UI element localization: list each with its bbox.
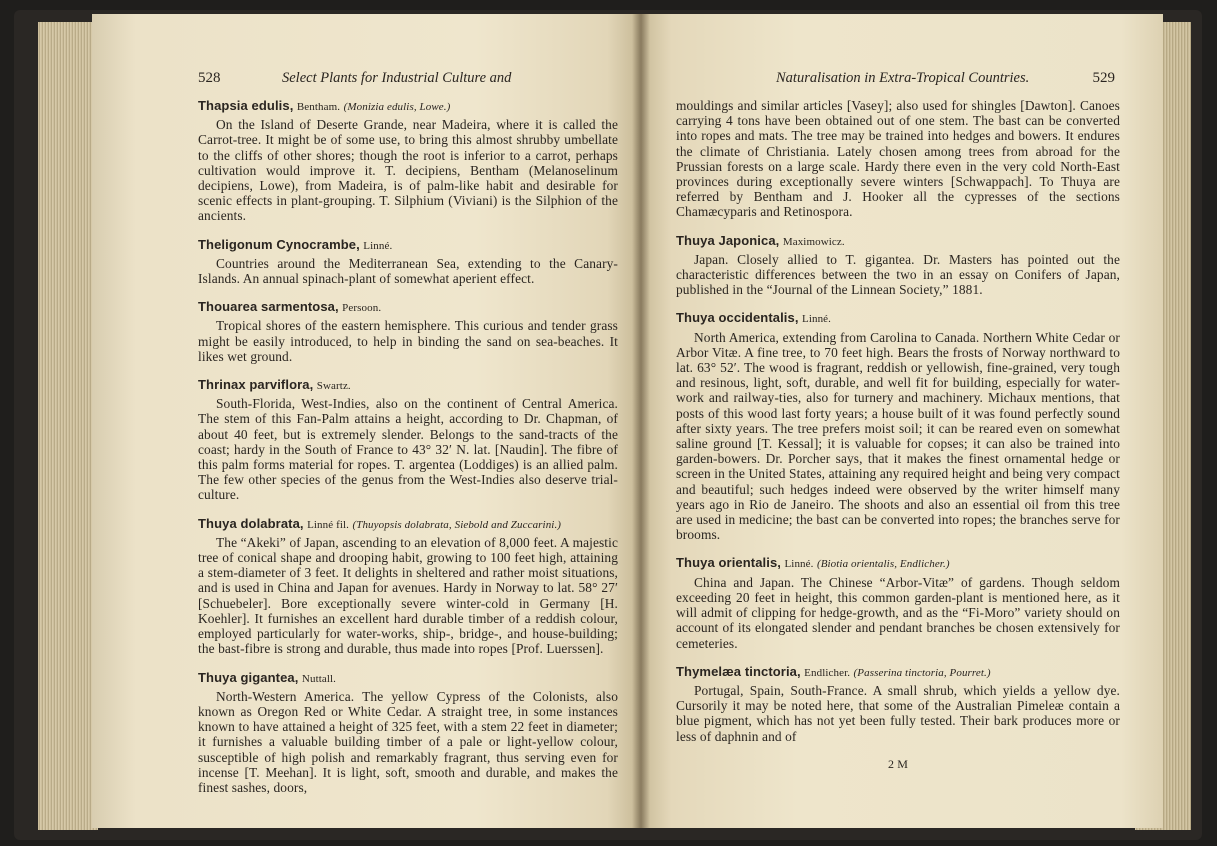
page-number: 529 [1092, 70, 1115, 86]
plant-entry [198, 670, 618, 796]
plant-authority: Maximowicz. [782, 235, 845, 248]
plant-name: Thuya occidentalis, [676, 310, 799, 326]
plant-description: North America, extending from Carolina to Canada. Northern White Cedar or Arbor Vitæ. A fine tree, to 70 feet high. Bears the frosts of Norway northward to lat. 63° 52′. The wood is fragrant, reddish or yellowish, fine-grained, very tough and resinous, light, soft, durable, and well fit for building, especially for water-work and railway-ties, also for turnery and machinery. Michaux mentions, that posts of this wood last forty years; a house built of it was found perfectly sound after sixty years. The tree prefers moist soil; it can be reared even on somewhat saline ground [T. Kessal]; it is valuable for copses; it can also be trained into garden-bowers. Dr. Porcher says, that it makes the finest ornamental hedge or screen in the United States, attaining any required height and being very compact and beautiful; such hedges indeed were observed by the writer himself many years ago in Rio de Janeiro. The shoots and also an essential oil from this tree are used in medicine; the bast can be converted into ropes; the branches serve for brooms. [676, 329, 1120, 543]
right-page-header [640, 70, 1163, 92]
plant-name: Theligonum Cynocrambe, [198, 236, 360, 252]
left-page [92, 14, 640, 828]
plant-description: North-Western America. The yellow Cypress of the Colonists, also known as Oregon Red or White Cedar. A straight tree, in some instances known to have attained a height of 325 feet, with a stem 22 feet in diameter; it furnishes a valuable building timber of a pale or light-yellow colour, susceptible of high polish and remarkably fragrant, thus serving even for incense [T. Meehan]. It is light, soft, smooth and durable, and makes the finest sashes, doors, [198, 688, 618, 795]
plant-entry [198, 98, 618, 224]
plant-description: The “Akeki” of Japan, ascending to an elevation of 8,000 feet. A majestic tree of conical shape and drooping habit, growing to 100 feet high, attaining a stem-diameter of 3 feet. It delights in sheltered and rather moist situations, and is used in China and Japan for avenues. Hardy in Norway to lat. 58° 27′ [Schuebeler]. Bore exceptionally severe winter-cold in Germany [H. Koehler]. It furnishes an excellent hard durable timber of a reddish colour, employed particularly for water-works, ship-, bridge-, and house-building; the bast-fibre is strong and durable, thus made into ropes [Prof. Luerssen]. [198, 534, 618, 657]
left-page-edges [38, 22, 98, 830]
plant-authority: Linné. [802, 313, 832, 326]
plant-name: Thrinax parviflora, [198, 377, 314, 393]
plant-entry [676, 555, 1120, 650]
plant-name: Thuya orientalis, [676, 555, 782, 571]
plant-description: China and Japan. The Chinese “Arbor-Vitæ” of gardens. Though seldom exceeding 20 feet in height, this common garden-plant is mentioned here, as it will admit of clipping for hedge-growth, and as the “Fi-Moro” variety should on account of its elongated slender and pendant branches be chosen extensively for cemeteries. [676, 574, 1120, 651]
plant-name: Thapsia edulis, [198, 98, 294, 113]
plant-authority: Endlicher. [804, 666, 851, 679]
plant-authority: Linné. [363, 239, 393, 252]
page-number: 528 [198, 70, 221, 86]
running-title: Naturalisation in Extra-Tropical Countries. [776, 70, 1030, 86]
plant-authority: Swartz. [316, 380, 351, 393]
left-page-content [198, 98, 618, 808]
plant-synonym: (Monizia edulis, Lowe.) [343, 101, 451, 113]
plant-entry [676, 233, 1120, 298]
plant-description: Tropical shores of the eastern hemisphere. This curious and tender grass might be easily introduced, to help in binding the sand on sea-beaches. It likes wet ground. [198, 318, 618, 364]
plant-synonym: (Passerina tinctoria, Pourret.) [853, 666, 991, 679]
running-title: Select Plants for Industrial Culture and [282, 70, 512, 86]
plant-authority: Linné fil. [307, 518, 350, 531]
plant-entry [198, 516, 618, 657]
plant-name: Thuya dolabrata, [198, 515, 304, 531]
plant-synonym: (Thuyopsis dolabrata, Siebold and Zuccarini.) [352, 518, 562, 531]
plant-name: Thouarea sarmentosa, [198, 299, 339, 315]
plant-authority: Bentham. [296, 101, 341, 113]
right-page [640, 14, 1163, 828]
plant-description: Portugal, Spain, South-France. A small shrub, which yields a yellow dye. Cursorily it may be noted here, that some of the Australian Pimeleæ contain a blue pigment, which has not yet been fully tested. Their bark produces more or less of daphnin and of [676, 682, 1120, 744]
book-gutter [632, 14, 650, 828]
plant-authority: Linné. [784, 558, 814, 571]
plant-entry [198, 299, 618, 364]
continued-entry [676, 98, 1120, 220]
plant-description: Japan. Closely allied to T. gigantea. Dr. Masters has pointed out the characteristic differences between the two in an essay on Conifers of Japan, published in the “Journal of the Linnean Society,” 1881. [676, 251, 1120, 298]
plant-description: Countries around the Mediterranean Sea, extending to the Canary-Islands. An annual spinach-plant of somewhat aperient effect. [198, 255, 618, 287]
signature-mark: 2 M [888, 756, 908, 771]
plant-description: On the Island of Deserte Grande, near Madeira, where it is called the Carrot-tree. It might be of some use, to bring this almost shrubby umbellate to the cliffs of other shores; though the root is inferior to a carrot, perhaps cultivation would improve it. T. decipiens, Bentham (Melanoselinum decipiens, Lowe), from Madeira, is of palm-like habit and desirable for scenic effects in plant-grouping. T. Silphium (Viviani) is the Silphion of the ancients. [198, 117, 618, 224]
plant-entry [198, 377, 618, 503]
left-page-header [92, 70, 640, 92]
plant-name: Thuya Japonica, [676, 232, 780, 248]
plant-name: Thuya gigantea, [198, 669, 299, 685]
plant-entry [198, 237, 618, 287]
plant-description: South-Florida, West-Indies, also on the continent of Central America. The stem of this Fan-Palm attains a height, according to Dr. Chapman, of about 40 feet, but is extremely slender. Belongs to the sand-tracts of the coast; hardy in the South of France to 43° 32′ N. lat. [Naudin]. The fibre of this palm forms material for ropes. T. argentea (Loddiges) is an allied palm. The few other species of the genus from the West-Indies also deserve trial-culture. [198, 396, 618, 503]
plant-authority: Nuttall. [301, 672, 337, 685]
plant-entry [676, 664, 1120, 744]
plant-authority: Persoon. [342, 302, 382, 315]
plant-synonym: (Biotia orientalis, Endlicher.) [816, 558, 950, 571]
continued-description: mouldings and similar articles [Vasey]; also used for shingles [Dawton]. Canoes carrying 4 tons have been obtained out of one stem. The bast can be converted into ropes and mats. The tree may be trained into hedges and bowers. It endures the climate of Christiania. Lately chosen among trees from abroad for the Prussian forests on a large scale. Hardy there even in the very cold North-East provinces during exceptionally severe winters [Schwappach]. To Thuya are referred by Bentham and J. Hooker all the cypresses of the sections Chamæcyparis and Retinospora. [676, 98, 1120, 220]
plant-entry [676, 310, 1120, 542]
right-page-content [676, 98, 1120, 772]
plant-name: Thymelæa tinctoria, [676, 663, 801, 679]
